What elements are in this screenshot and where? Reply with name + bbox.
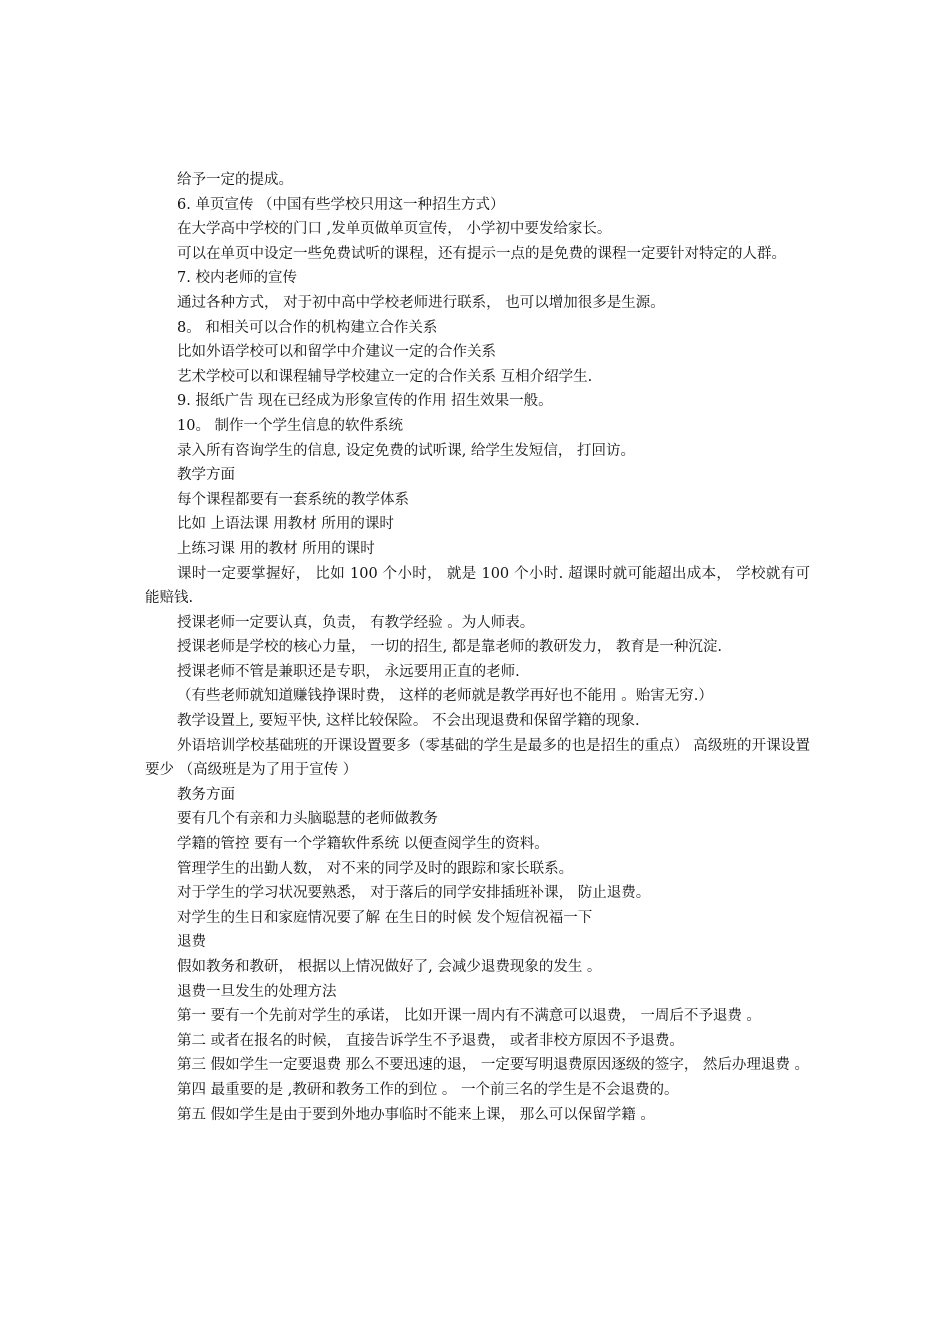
paragraph: 第四 最重要的是 ,教研和教务工作的到位 。 一个前三名的学生是不会退费的。 — [177, 1081, 679, 1098]
paragraph: 假如教务和教研， 根据以上情况做好了, 会减少退费现象的发生 。 — [177, 959, 602, 975]
paragraph: 通过各种方式， 对于初中高中学校老师进行联系， 也可以增加很多是生源。 — [177, 294, 665, 311]
paragraph: 要有几个有亲和力头脑聪慧的老师做教务 — [177, 811, 438, 828]
paragraph: 第二 或者在报名的时候， 直接告诉学生不予退费， 或者非校方原因不予退费。 — [177, 1032, 684, 1049]
paragraph: 课时一定要掌握好， 比如 100 个小时， 就是 100 个小时. 超课时就可能超出成本， 学校就有可能赔钱. — [145, 565, 810, 607]
paragraph: 授课老师是学校的核心力量， 一切的招生, 都是靠老师的教研发力， 教育是一种沉淀. — [177, 639, 723, 656]
paragraph: 每个课程都要有一套系统的教学体系 — [177, 491, 409, 508]
paragraph: 对于学生的学习状况要熟悉， 对于落后的同学安排插班补课， 防止退费。 — [177, 885, 651, 902]
paragraph: 第三 假如学生一定要退费 那么不要迅速的退， 一定要写明退费原因逐级的签字， 然后办理退费 。 — [177, 1057, 810, 1074]
paragraph: 艺术学校可以和课程辅导学校建立一定的合作关系 互相介绍学生. — [177, 368, 593, 385]
paragraph: 比如外语学校可以和留学中介建议一定的合作关系 — [177, 344, 496, 361]
paragraph: 授课老师不管是兼职还是专职， 永远要用正直的老师. — [177, 663, 520, 680]
paragraph: 比如 上语法课 用教材 所用的课时 — [177, 516, 394, 533]
paragraph: 退费一旦发生的处理方法 — [177, 983, 337, 1000]
paragraph: 在大学高中学校的门口 ,发单页做单页宣传， 小学初中要发给家长。 — [177, 221, 612, 238]
paragraph: 对学生的生日和家庭情况要了解 在生日的时候 发个短信祝福一下 — [177, 909, 593, 926]
section-heading: 教学方面 — [177, 467, 235, 484]
paragraph: 9. 报纸广告 现在已经成为形象宣传的作用 招生效果一般。 — [177, 393, 553, 410]
paragraph: 6. 单页宣传 （中国有些学校只用这一种招生方式） — [177, 196, 505, 213]
paragraph: 管理学生的出勤人数， 对不来的同学及时的跟踪和家长联系。 — [177, 860, 574, 877]
document-body — [145, 168, 810, 1127]
section-heading: 退费 — [177, 934, 206, 951]
section-heading: 教务方面 — [177, 786, 235, 803]
paragraph: 第一 要有一个先前对学生的承诺， 比如开课一周内有不满意可以退费， 一周后不予退费 。 — [177, 1008, 761, 1025]
paragraph: 录入所有咨询学生的信息, 设定免费的试听课, 给学生发短信， 打回访。 — [177, 442, 636, 459]
paragraph: （有些老师就知道赚钱挣课时费， 这样的老师就是教学再好也不能用 。贻害无穷.） — [177, 688, 713, 705]
paragraph: 10。 制作一个学生信息的软件系统 — [177, 417, 404, 434]
paragraph: 外语培训学校基础班的开课设置要多（零基础的学生是最多的也是招生的重点） 高级班的开课设置要少 （高级班是为了用于宣传 ） — [145, 737, 810, 779]
paragraph: 给予一定的提成。 — [177, 172, 293, 188]
paragraph: 教学设置上, 要短平快, 这样比较保险。 不会出现退费和保留学籍的现象. — [177, 713, 640, 730]
paragraph: 授课老师一定要认真，负责， 有教学经验 。为人师表。 — [177, 614, 535, 631]
paragraph: 上练习课 用的教材 所用的课时 — [177, 540, 375, 557]
paragraph: 可以在单页中设定一些免费试听的课程，还有提示一点的是免费的课程一定要针对特定的人群。 — [177, 245, 786, 262]
paragraph: 第五 假如学生是由于要到外地办事临时不能来上课， 那么可以保留学籍 。 — [177, 1106, 655, 1123]
paragraph: 学籍的管控 要有一个学籍软件系统 以便查阅学生的资料。 — [177, 836, 549, 853]
paragraph: 8。 和相关可以合作的机构建立合作关系 — [177, 319, 438, 336]
paragraph: 7. 校内老师的宣传 — [177, 270, 297, 287]
